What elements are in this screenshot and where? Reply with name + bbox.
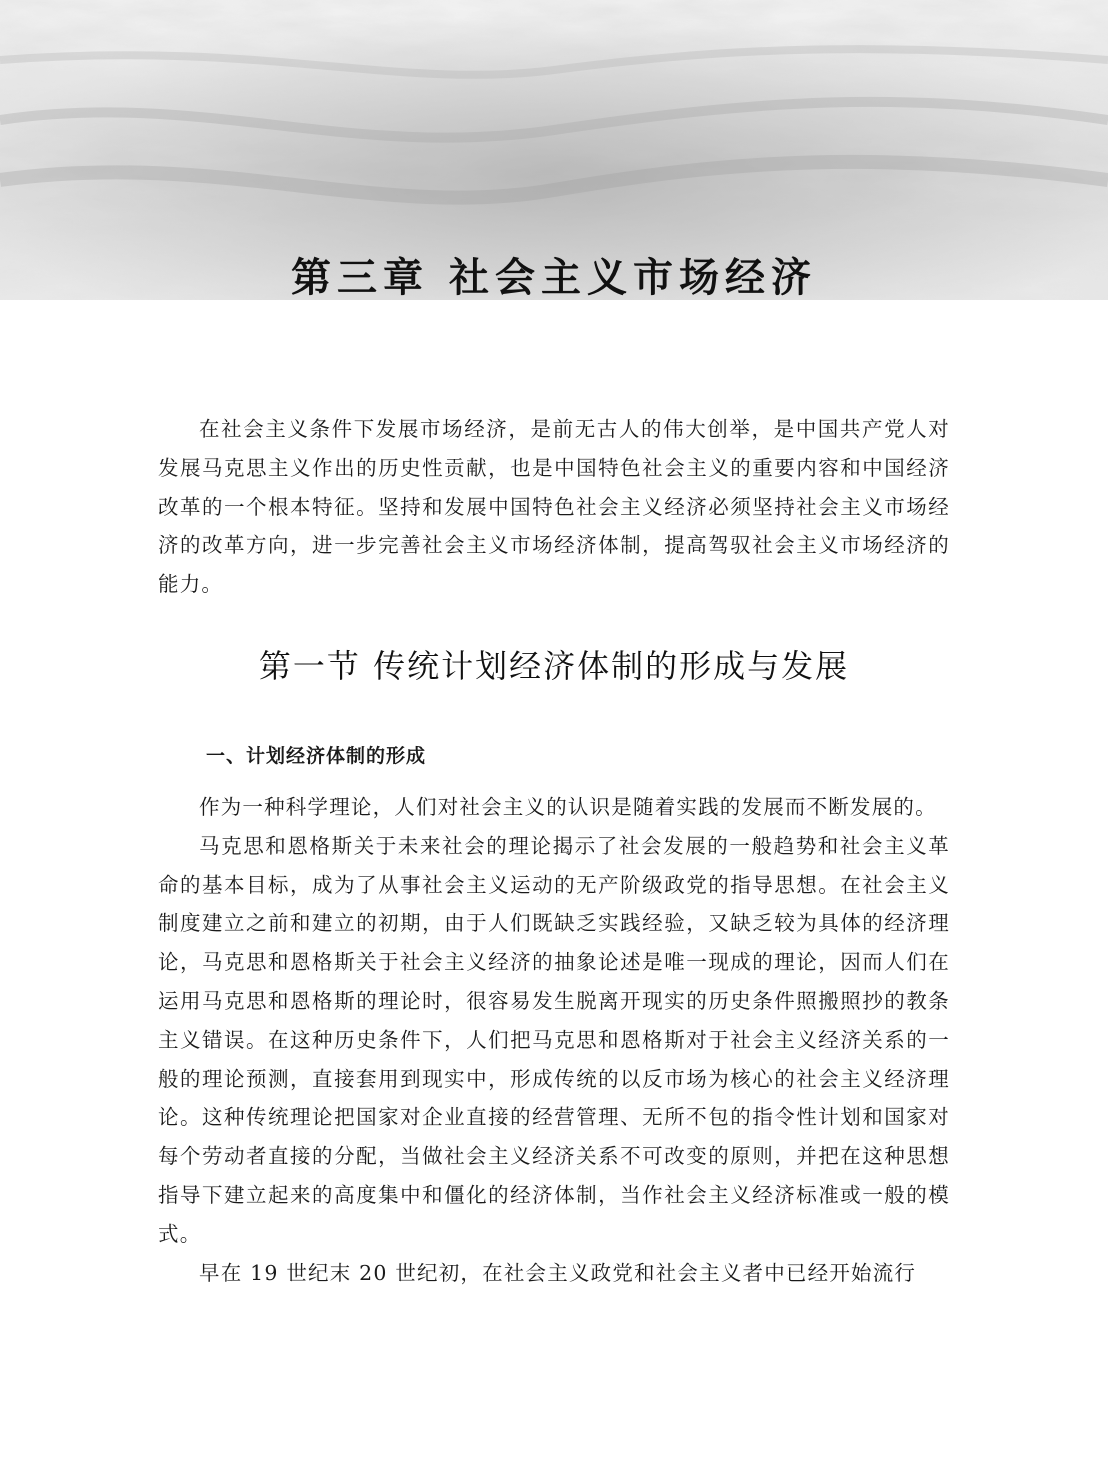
chapter-title: 第三章 社会主义市场经济 xyxy=(291,255,817,301)
intro-paragraph: 在社会主义条件下发展市场经济，是前无古人的伟大创举，是中国共产党人对发展马克思主义作出的历史性贡献，也是中国特色社会主义的重要内容和中国经济改革的一个根本特征。坚持和发展中国特色社会主义经济必须坚持社会主义市场经济的改革方向，进一步完善社会主义市场经济体制，提高驾驭社会主义市场经济的能力。 xyxy=(158,417,950,597)
subsection-title: 一、计划经济体制的形成 xyxy=(206,744,427,767)
body-paragraph: 作为一种科学理论，人们对社会主义的认识是随着实践的发展而不断发展的。 xyxy=(199,794,937,819)
page-content xyxy=(158,410,950,1292)
section-title: 第一节 传统计划经济体制的形成与发展 xyxy=(258,646,850,685)
body-paragraph: 马克思和恩格斯关于未来社会的理论揭示了社会发展的一般趋势和社会主义革命的基本目标，成为了从事社会主义运动的无产阶级政党的指导思想。在社会主义制度建立之前和建立的初期，由于人们既缺乏实践经验，又缺乏较为具体的经济理论，马克思和恩格斯关于社会主义经济的抽象论述是唯一现成的理论，因而人们在运用马克思和恩格斯的理论时，很容易发生脱离开现实的历史条件照搬照抄的教条主义错误。在这种历史条件下，人们把马克思和恩格斯对于社会主义经济关系的一般的理论预测，直接套用到现实中，形成传统的以反市场为核心的社会主义经济理论。这种传统理论把国家对企业直接的经营管理、无所不包的指令性计划和国家对每个劳动者直接的分配，当做社会主义经济关系不可改变的原则，并把在这种思想指导下建立起来的高度集中和僵化的经济体制，当作社会主义经济标准或一般的模式。 xyxy=(158,833,950,1246)
body-paragraph: 早在 19 世纪末 20 世纪初，在社会主义政党和社会主义者中已经开始流行 xyxy=(199,1260,917,1285)
